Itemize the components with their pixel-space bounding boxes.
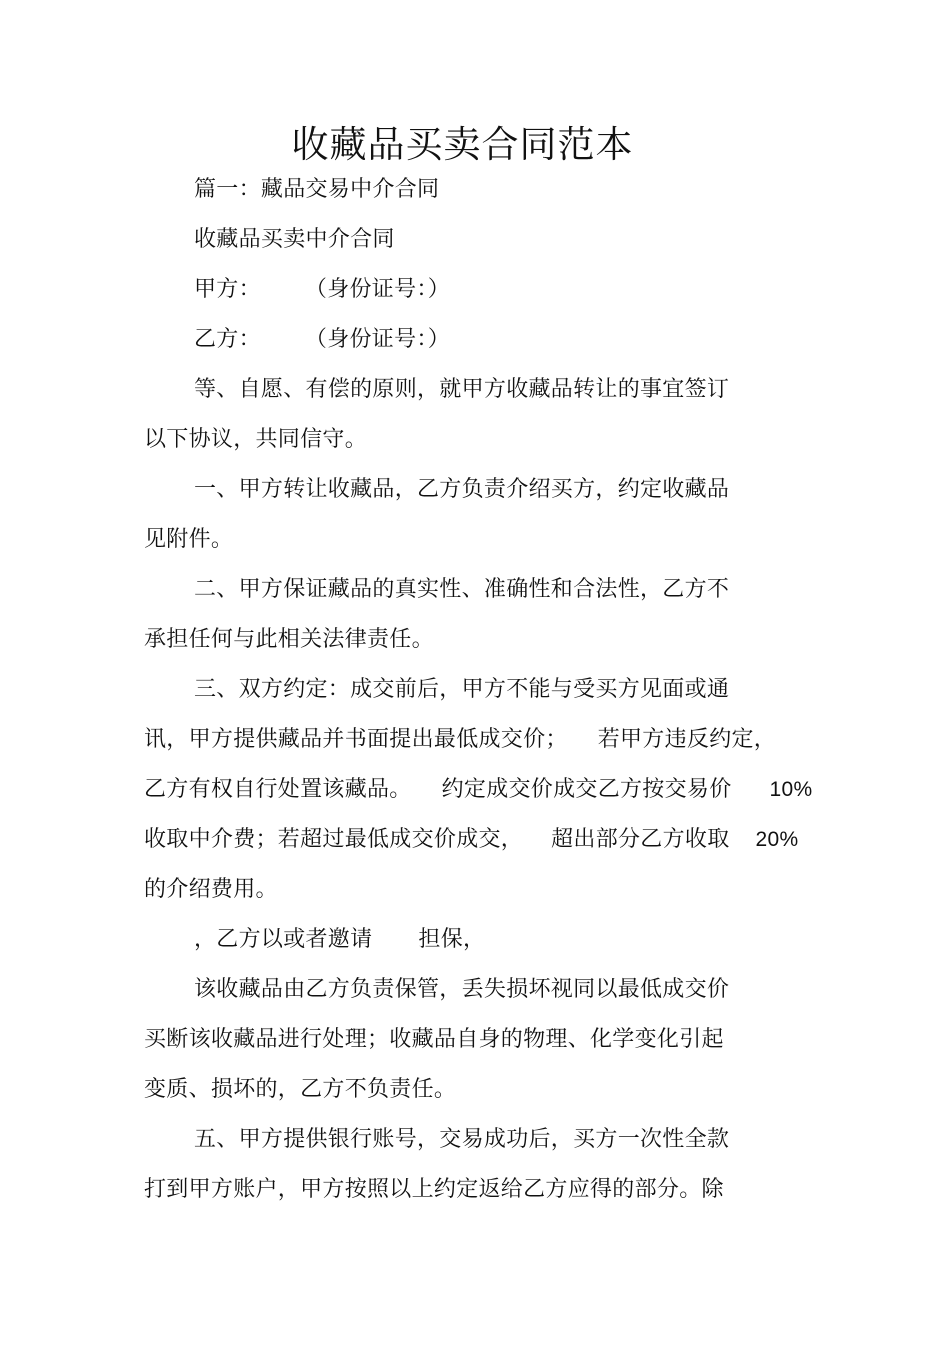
paragraph-text: 讯，甲方提供藏品并书面提出最低成交价； — [144, 727, 568, 752]
paragraph-text: 等、自愿、有偿的原则，就甲方收藏品转让的事宜签订 — [194, 377, 730, 402]
paragraph-line — [144, 825, 798, 855]
document-title: 收藏品买卖合同范本 — [291, 123, 634, 166]
paragraph-text: 收取中介费；若超过最低成交价成交， — [144, 827, 524, 852]
section-heading — [194, 175, 439, 205]
party-b-line — [194, 325, 450, 355]
party-a-id-label: （身份证号：） — [304, 277, 451, 302]
paragraph-line — [144, 875, 278, 905]
paragraph-text: 乙方有权自行处置该藏品。 — [144, 777, 412, 802]
paragraph-line — [144, 525, 233, 555]
excess-fee-rate-value: 20% — [755, 828, 799, 851]
paragraph-text: 承担任何与此相关法律责任。 — [144, 627, 434, 652]
paragraph-text: 约定成交价成交乙方按交易价 — [441, 777, 732, 802]
paragraph-text: 超出部分乙方收取 — [551, 827, 730, 852]
paragraph-text: 篇一：藏品交易中介合同 — [194, 177, 440, 202]
paragraph-line — [194, 375, 729, 405]
clause-3-line — [194, 675, 729, 705]
contract-subtitle — [194, 225, 395, 255]
paragraph-text: 买断该收藏品进行处理；收藏品自身的物理、化学变化引起 — [144, 1027, 724, 1052]
paragraph-text: 二、甲方保证藏品的真实性、准确性和合法性，乙方不 — [194, 577, 730, 602]
paragraph-text: 的介绍费用。 — [144, 877, 278, 902]
paragraph-line — [194, 975, 729, 1005]
paragraph-text: 三、双方约定：成交前后，甲方不能与受买方见面或通 — [194, 677, 730, 702]
paragraph-line — [144, 725, 776, 755]
paragraph-line — [144, 1025, 724, 1055]
paragraph-text: ，乙方以或者邀请 — [194, 927, 373, 952]
party-a-line — [194, 275, 450, 305]
paragraph-line — [144, 1175, 724, 1205]
party-b-id-label: （身份证号：） — [304, 327, 451, 352]
clause-1-line — [194, 475, 729, 505]
paragraph-text: 该收藏品由乙方负责保管，丢失损坏视同以最低成交价 — [194, 977, 730, 1002]
paragraph-line — [144, 775, 812, 805]
paragraph-line — [144, 425, 367, 455]
party-a-label: 甲方： — [194, 277, 261, 302]
paragraph-text: 收藏品买卖中介合同 — [194, 227, 395, 252]
paragraph-text: 五、甲方提供银行账号，交易成功后，买方一次性全款 — [194, 1127, 730, 1152]
paragraph-text: 见附件。 — [144, 527, 234, 552]
fee-rate-value: 10% — [769, 778, 813, 801]
clause-5-line — [194, 1125, 729, 1155]
clause-2-line — [194, 575, 729, 605]
paragraph-text: 以下协议，共同信守。 — [144, 427, 368, 452]
paragraph-line — [144, 1075, 456, 1105]
party-b-label: 乙方： — [194, 327, 261, 352]
paragraph-text: 若甲方违反约定， — [597, 727, 777, 752]
paragraph-line — [144, 625, 434, 655]
paragraph-line — [194, 925, 485, 955]
paragraph-text: 变质、损坏的，乙方不负责任。 — [144, 1077, 457, 1102]
paragraph-text: 担保， — [418, 927, 486, 952]
paragraph-text: 一、甲方转让收藏品，乙方负责介绍买方，约定收藏品 — [194, 477, 730, 502]
paragraph-text: 打到甲方账户，甲方按照以上约定返给乙方应得的部分。除 — [144, 1177, 724, 1202]
